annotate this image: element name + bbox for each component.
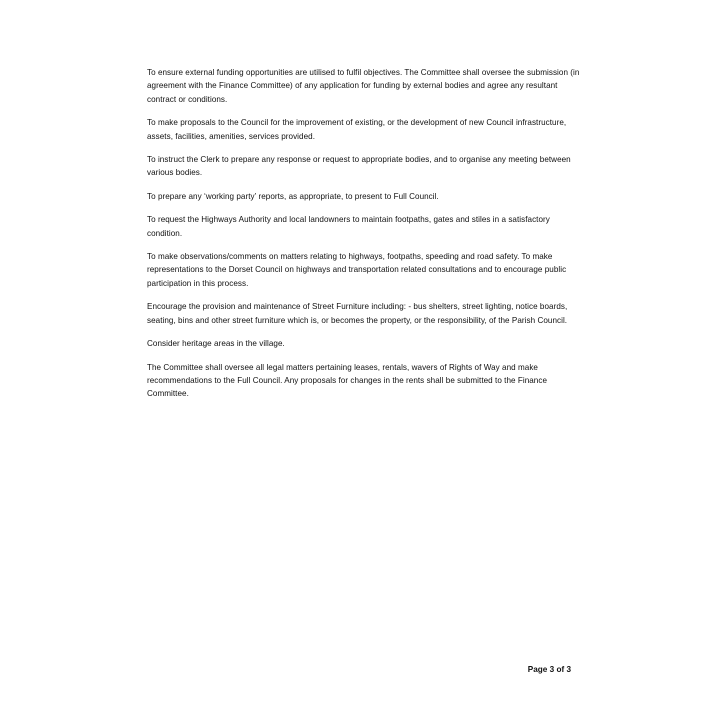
document-body bbox=[147, 66, 587, 411]
paragraph-street-furniture: Encourage the provision and maintenance of Street Furniture including: - bus shelters, street lighting, notice boards, seating, bins and other street furniture which is, or becomes the property, or the responsibility, of the Parish Council. bbox=[147, 302, 568, 325]
page-number: Page 3 of 3 bbox=[527, 665, 571, 674]
paragraph-working-party: To prepare any ‘working party’ reports, as appropriate, to present to Full Council. bbox=[147, 191, 439, 201]
paragraph-observations: To make observations/comments on matters relating to highways, footpaths, speeding and road safety. To make representations to the Dorset Council on highways and transportation related consultations and to encourage public participation in this process. bbox=[147, 252, 567, 288]
paragraph-heritage: Consider heritage areas in the village. bbox=[147, 339, 285, 349]
paragraph-proposals: To make proposals to the Council for the improvement of existing, or the development of new Council infrastructure, assets, facilities, amenities, services provided. bbox=[147, 118, 567, 141]
paragraph-highways-request: To request the Highways Authority and local landowners to maintain footpaths, gates and stiles in a satisfactory condition. bbox=[147, 215, 550, 238]
paragraph-funding: To ensure external funding opportunities are utilised to fulfil objectives. The Committee shall oversee the submission (in agreement with the Finance Committee) of any application for funding by external bodies and agree any resultant contract or conditions. bbox=[147, 68, 580, 104]
paragraph-instruct-clerk: To instruct the Clerk to prepare any response or request to appropriate bodies, and to organise any meeting between various bodies. bbox=[147, 155, 571, 178]
paragraph-legal-matters: The Committee shall oversee all legal matters pertaining leases, rentals, wavers of Rights of Way and make recommendations to the Full Council. Any proposals for changes in the rents shall be submitted to the Finance Committee. bbox=[147, 362, 548, 399]
